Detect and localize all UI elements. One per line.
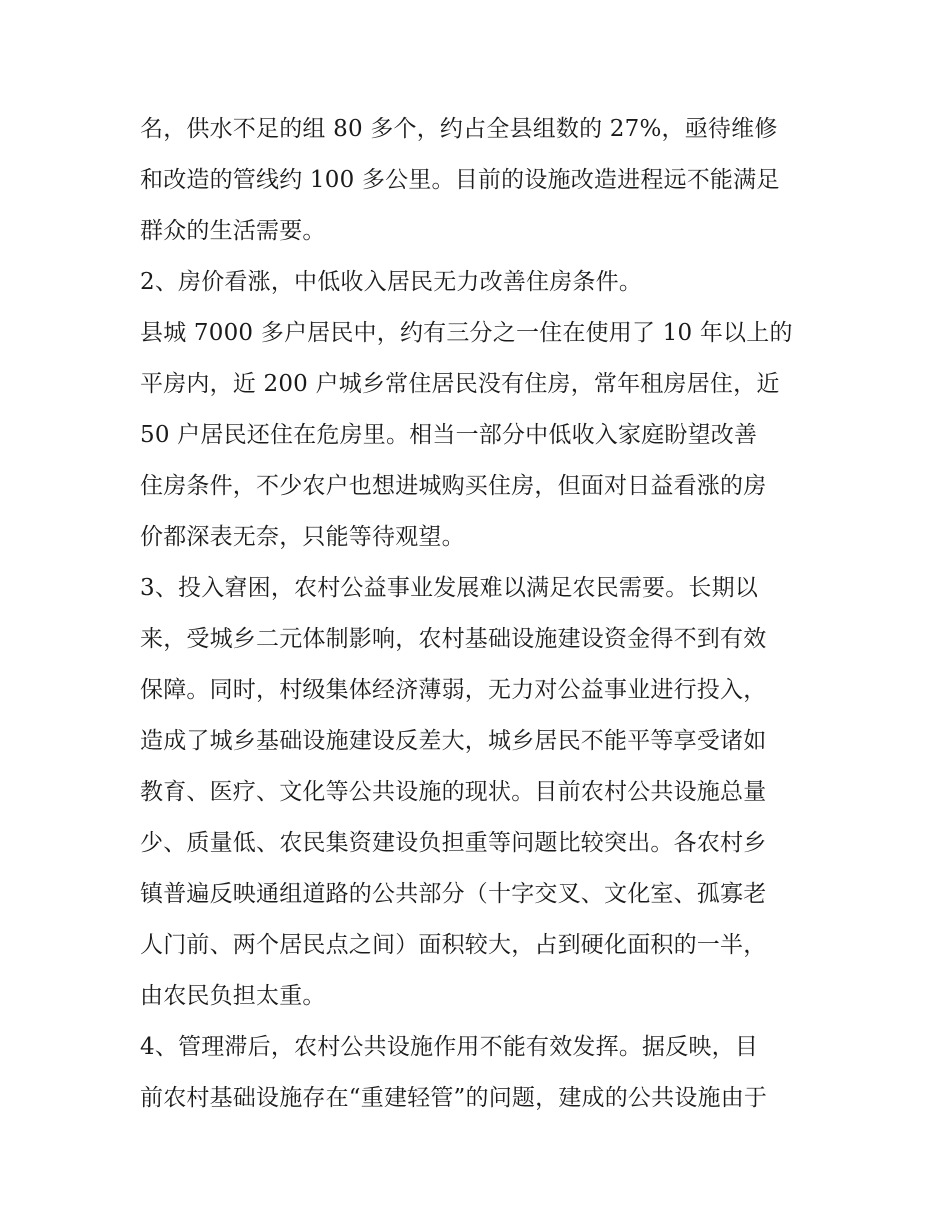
text-line: 平房内，近 200 户城乡常住居民没有住房，常年租房居住，近 [140, 371, 780, 397]
text-line: 价都深表无奈，只能等待观望。 [140, 524, 465, 550]
section-heading-2: 2、房价看涨，中低收入居民无力改善住房条件。 [140, 269, 643, 295]
text-line: 50 户居民还住在危房里。相当一部分中低收入家庭盼望改善 [140, 422, 758, 448]
text-line: 县城 7000 多户居民中，约有三分之一住在使用了 10 年以上的 [140, 320, 793, 346]
section-heading-3: 3、投入窘困，农村公益事业发展难以满足农民需要。长期以 [140, 575, 759, 601]
text-line: 住房条件，不少农户也想进城购买住房，但面对日益看涨的房 [140, 473, 767, 499]
text-line: 和改造的管线约 100 多公里。目前的设施改造进程远不能满足 [140, 167, 780, 193]
text-line: 少、质量低、农民集资建设负担重等问题比较突出。各农村乡 [140, 830, 767, 856]
text-line: 人门前、两个居民点之间）面积较大，占到硬化面积的一半， [140, 932, 767, 958]
text-line: 镇普遍反映通组道路的公共部分（十字交叉、文化室、孤寡老 [140, 881, 767, 907]
text-line: 前农村基础设施存在“重建轻管”的问题，建成的公共设施由于 [140, 1085, 768, 1111]
text-line: 来，受城乡二元体制影响，农村基础设施建设资金得不到有效 [140, 626, 767, 652]
text-line: 名，供水不足的组 80 多个，约占全县组数的 27%，亟待维修 [140, 116, 778, 142]
text-line: 群众的生活需要。 [140, 218, 326, 244]
section-heading-4: 4、管理滞后，农村公共设施作用不能有效发挥。据反映，目 [140, 1034, 759, 1060]
text-line: 教育、医疗、文化等公共设施的现状。目前农村公共设施总量 [140, 779, 767, 805]
text-line: 造成了城乡基础设施建设反差大，城乡居民不能平等享受诸如 [140, 728, 767, 754]
text-line: 保障。同时，村级集体经济薄弱，无力对公益事业进行投入， [140, 677, 767, 703]
text-line: 由农民负担太重。 [140, 983, 326, 1009]
document-body [140, 104, 830, 1124]
